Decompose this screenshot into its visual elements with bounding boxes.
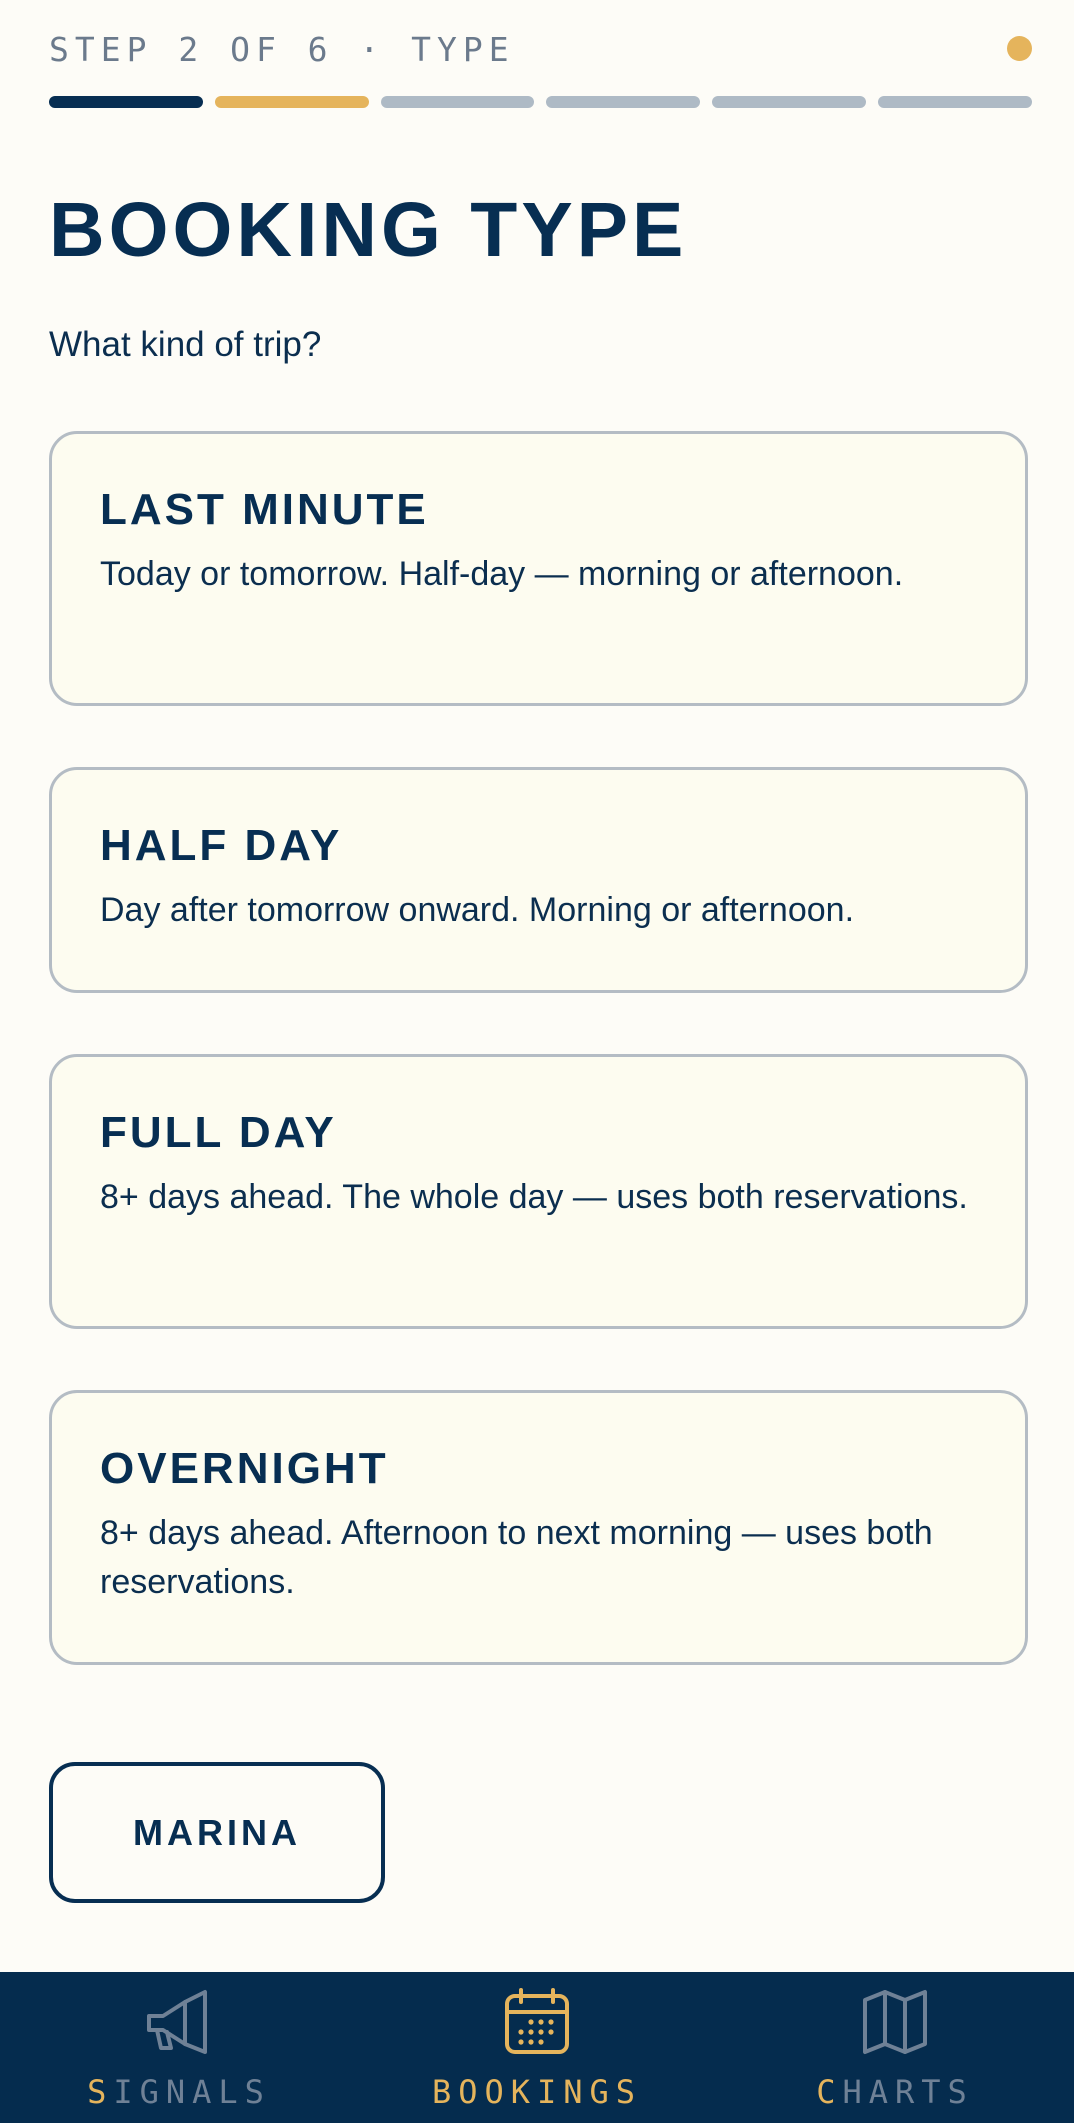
progress-segment-2: [215, 96, 369, 108]
megaphone-icon: [143, 1986, 215, 2058]
step-indicator: STEP 2 OF 6 · TYPE: [49, 30, 515, 69]
progress-segment-4: [546, 96, 700, 108]
option-title: OVERNIGHT: [100, 1444, 389, 1493]
option-description: Day after tomorrow onward. Morning or afternoon.: [100, 891, 855, 929]
option-full-day[interactable]: [49, 1054, 1028, 1329]
tab-label: [716, 2072, 1074, 2112]
calendar-icon: [501, 1986, 573, 2058]
option-title: LAST MINUTE: [100, 485, 429, 534]
option-overnight[interactable]: [49, 1390, 1028, 1665]
tab-label-initial: C: [816, 2073, 843, 2111]
option-description: 8+ days ahead. The whole day — uses both reservations.: [100, 1178, 968, 1216]
page-title: BOOKING TYPE: [49, 187, 688, 273]
option-title: FULL DAY: [100, 1108, 337, 1157]
progress-segment-5: [712, 96, 866, 108]
progress-segment-1: [49, 96, 203, 108]
tab-charts[interactable]: [716, 1972, 1074, 2123]
map-icon: [859, 1986, 931, 2058]
option-description: 8+ days ahead. Afternoon to next morning — uses both reservations.: [100, 1514, 933, 1601]
option-title: HALF DAY: [100, 821, 343, 870]
page-subtitle: What kind of trip?: [49, 325, 322, 364]
progress-segment-3: [381, 96, 535, 108]
tab-label: [358, 2072, 716, 2112]
option-last-minute[interactable]: [49, 431, 1028, 706]
option-half-day[interactable]: [49, 767, 1028, 993]
tab-bookings[interactable]: [358, 1972, 716, 2123]
tab-label-rest: HARTS: [842, 2073, 974, 2111]
bottom-tab-bar: [0, 1972, 1074, 2123]
tab-label-initial: S: [87, 2073, 114, 2111]
tab-label-rest: IGNALS: [113, 2073, 271, 2111]
progress-segment-6: [878, 96, 1032, 108]
tab-label: [0, 2072, 358, 2112]
tab-signals[interactable]: [0, 1972, 358, 2123]
tab-label-rest: OOKINGS: [458, 2073, 643, 2111]
option-description: Today or tomorrow. Half-day — morning or afternoon.: [100, 555, 904, 593]
progress-bar: [49, 96, 1032, 108]
status-dot: [1007, 36, 1032, 61]
marina-button[interactable]: MARINA: [49, 1762, 385, 1903]
tab-label-initial: B: [431, 2073, 459, 2111]
